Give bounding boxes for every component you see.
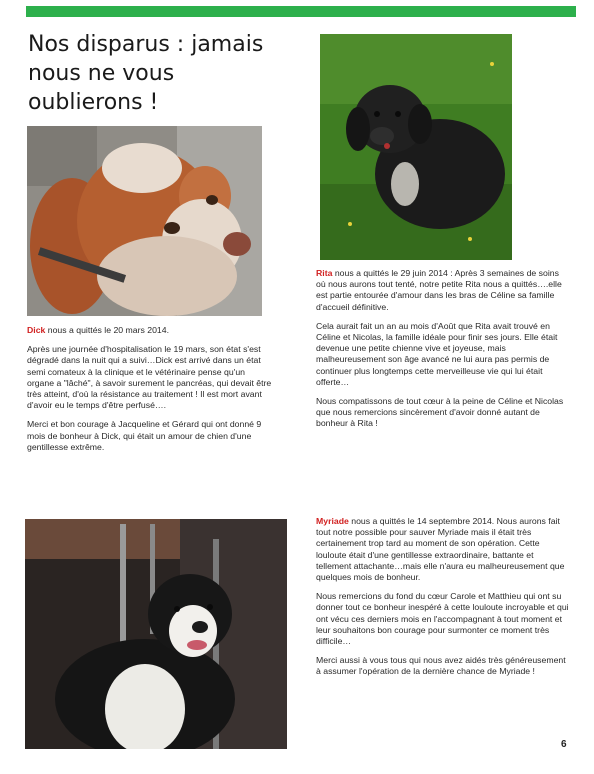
myriade-name: Myriade: [316, 516, 349, 526]
rita-article: [316, 268, 568, 438]
dick-paragraph-2: Merci et bon courage à Jacqueline et Gérard qui ont donné 9 mois de bonheur à Dick, qui était un amour de chien d'une gentillesse extrême.: [27, 419, 262, 452]
title-line-3: oublierons !: [28, 90, 159, 115]
dick-intro: Dick nous a quittés le 20 mars 2014.: [27, 325, 169, 335]
photo-rita: [320, 34, 512, 260]
myriade-paragraph-2: Merci aussi à vous tous qui nous avez aidés très généreusement à assumer l'opération de la dernière chance de Myriade !: [316, 655, 566, 677]
page-title: [28, 30, 288, 117]
header-green-bar: [26, 6, 576, 17]
rita-paragraph-1: Cela aurait fait un an au mois d'Août que Rita avait trouvé en Céline et Nicolas, la famille idéale pour finir ses jours. Elle était devenue une petite chienne vive et joyeuse, mais malheureusement son âge avancé ne lui aura pas permis de continuer plus longtemps cette merveilleuse vie qui lui était offerte…: [316, 320, 558, 387]
photo-dick: [27, 126, 262, 316]
rita-paragraph-2: Nous compatissons de tout cœur à la peine de Céline et Nicolas que nous remercions sincèrement d'avoir donné autant de bonheur à Rita !: [316, 396, 564, 429]
page-number: 6: [561, 739, 567, 750]
title-line-1: Nos disparus : jamais: [28, 32, 264, 57]
myriade-intro: Myriade nous a quittés le 14 septembre 2014. Nous aurons fait tout notre possible pour sauver Myriade mais il était très certainement trop tard au moment de son opération. Cette louloute était d'une gentillesse extraordinaire, battante et tellement attachante…mais elle n'aura eu malheureusement que quelques mois de bonheur.: [316, 516, 565, 583]
dick-article: [27, 325, 272, 461]
myriade-article: [316, 516, 570, 686]
rita-name: Rita: [316, 268, 333, 278]
dick-name: Dick: [27, 325, 46, 335]
photo-myriade: [25, 519, 287, 749]
dick-paragraph-1: Après une journée d'hospitalisation le 19 mars, son état s'est dégradé dans la nuit qui a suivi…Dick est arrivé dans un état semi comateux à la clinique et le vétérinaire pense qu'un organe a "lâché", à savoir surement le pancréas, qui devait être très atteint, d'où la résistance au traitement ! Il est mort avant d'avoir eu le temps d'être perfusé….: [27, 344, 272, 411]
rita-intro: Rita nous a quittés le 29 juin 2014 : Après 3 semaines de soins où nous aurons tout tenté, notre petite Rita nous a quittés….elle est partie entourée d'amour dans les bras de Céline sa famille d'accueil définitive.: [316, 268, 562, 312]
myriade-paragraph-1: Nous remercions du fond du cœur Carole et Matthieu qui ont su donner tout ce bonheur inespéré à cette louloute incroyable et qui ont vécu ces derniers mois en l'accompagnant à tout moment et leur souhaitons bon courage pour surmonter ce moment très difficile…: [316, 591, 569, 647]
title-line-2: nous ne vous: [28, 61, 175, 86]
